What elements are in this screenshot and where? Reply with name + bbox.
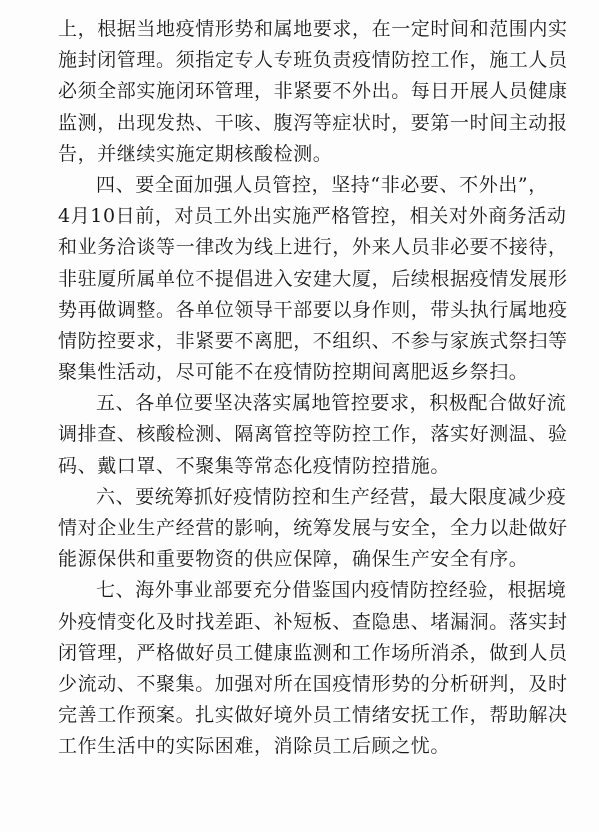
text-line: 调排查、核酸检测、隔离管控等防控工作，落实好测温、验 (58, 423, 568, 446)
text-line: 五、各单位要坚决落实属地管控要求，积极配合做好流 (96, 392, 567, 415)
text-line: 少流动、不聚集。加强对所在国疫情形势的分析研判，及时 (58, 672, 568, 695)
text-line: 外疫情变化及时找差距、补短板、查隐患、堵漏洞。落实封 (58, 610, 568, 633)
text-line: 完善工作预案。扎实做好境外员工情绪安抚工作，帮助解决 (58, 704, 568, 727)
text-line: 施封闭管理。须指定专人专班负责疫情防控工作，施工人员 (58, 49, 568, 72)
text-line: 聚集性活动，尽可能不在疫情防控期间离肥返乡祭扫。 (58, 361, 529, 384)
text-line: 工作生活中的实际困难，消除员工后顾之忧。 (58, 735, 451, 758)
text-line: 四、要全面加强人员管控，坚持“非必要、不外出”， (96, 173, 548, 196)
text-line: 势再做调整。各单位领导干部要以身作则，带头执行属地疫 (58, 298, 568, 321)
text-line: 4月10日前，对员工外出实施严格管控，相关对外商务活动 (58, 205, 567, 228)
text-line: 监测，出现发热、干咳、腹泻等症状时，要第一时间主动报 (58, 111, 568, 134)
text-line: 必须全部实施闭环管理，非紧要不外出。每日开展人员健康 (58, 80, 568, 103)
text-line: 码、戴口罩、不聚集等常态化疫情防控措施。 (58, 454, 451, 477)
text-line: 六、要统筹抓好疫情防控和生产经营，最大限度减少疫 (96, 485, 567, 508)
text-line: 闭管理，严格做好员工健康监测和工作场所消杀，做到人员 (58, 641, 568, 664)
text-line: 情对企业生产经营的影响，统筹发展与安全，全力以赴做好 (58, 517, 568, 539)
text-line: 非驻厦所属单位不提倡进入安建大厦，后续根据疫情发展形 (58, 267, 568, 290)
text-line: 情防控要求，非紧要不离肥，不组织、不参与家族式祭扫等 (58, 329, 568, 352)
document-body (58, 14, 578, 763)
text-line: 能源保供和重要物资的供应保障，确保生产安全有序。 (58, 548, 529, 571)
text-line: 告，并继续实施定期核酸检测。 (58, 142, 333, 165)
text-line: 和业务洽谈等一律改为线上进行，外来人员非必要不接待， (58, 236, 568, 259)
text-line: 七、海外事业部要充分借鉴国内疫情防控经验，根据境 (96, 579, 567, 602)
text-line: 上，根据当地疫情形势和属地要求，在一定时间和范围内实 (58, 18, 568, 40)
